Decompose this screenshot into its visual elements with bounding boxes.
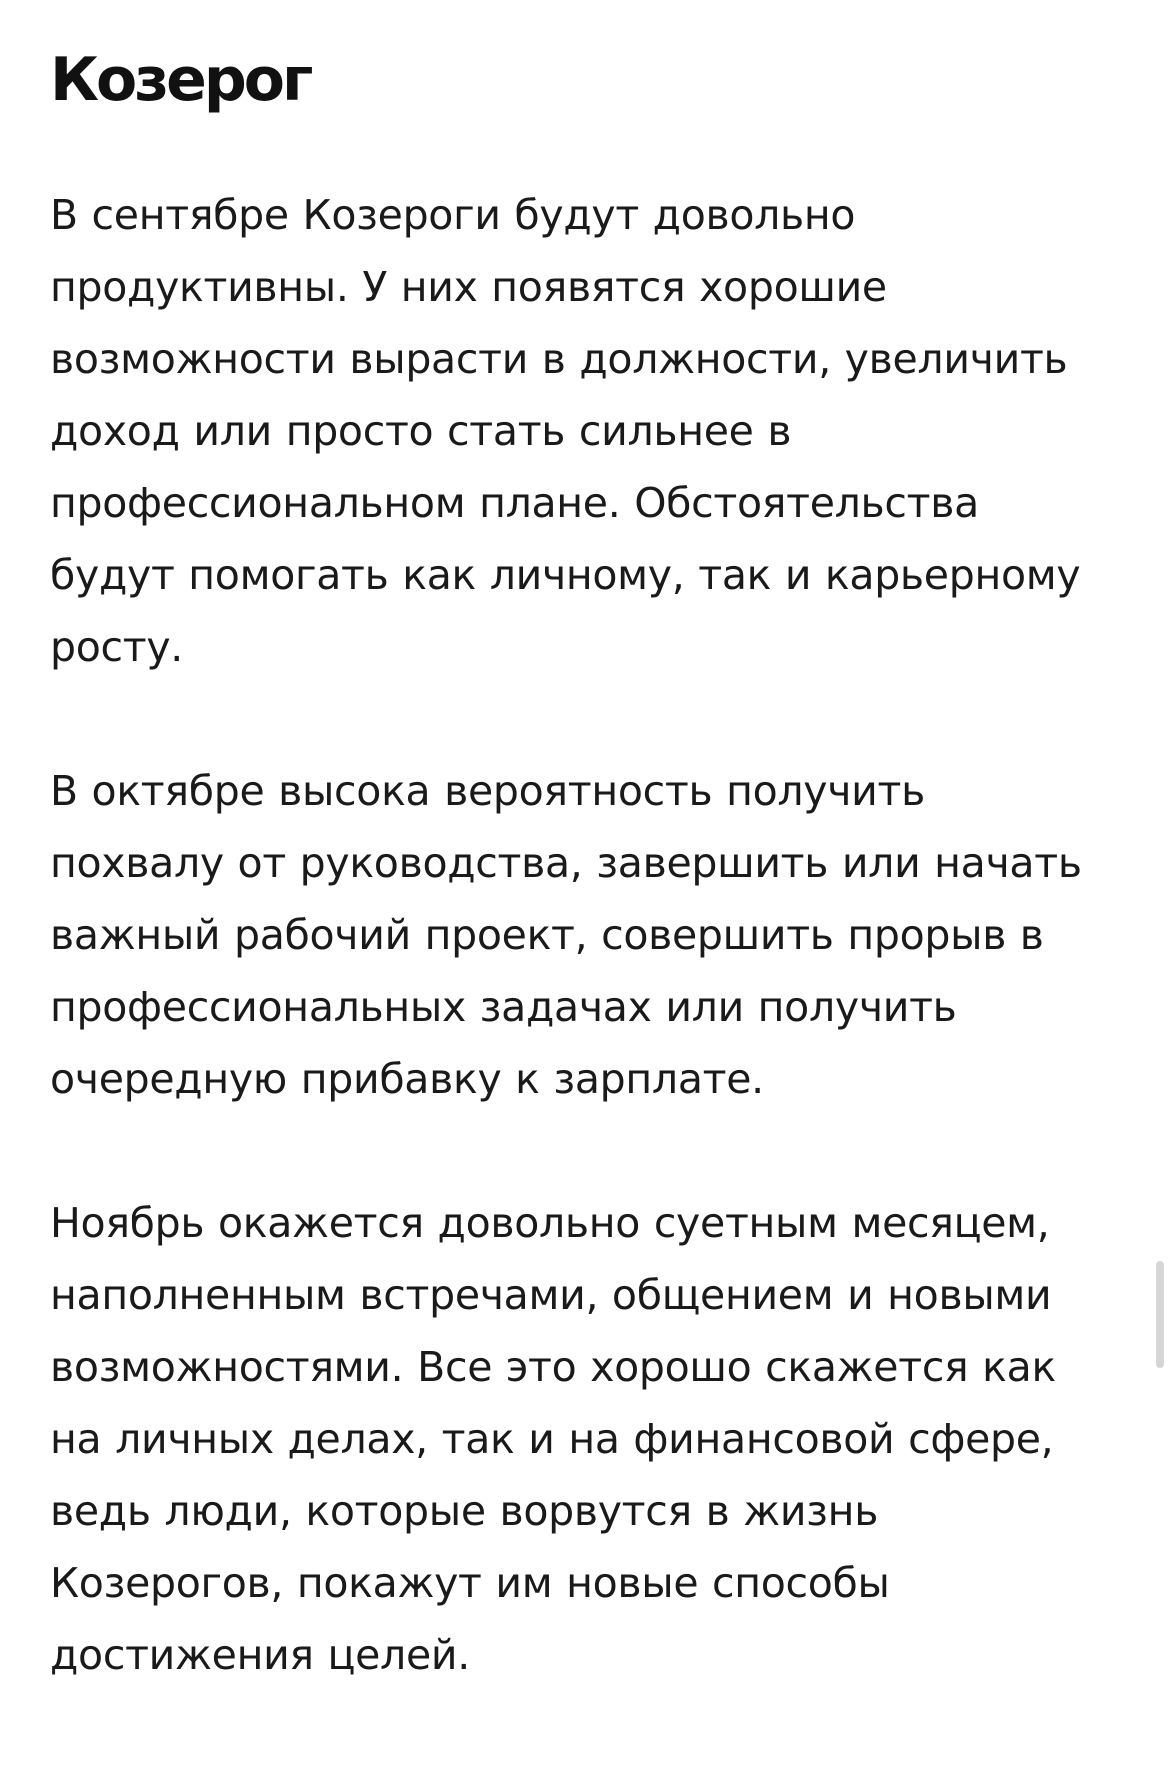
article-content [50,0,1110,1691]
article-paragraph-november: Ноябрь окажется довольно суетным месяцем, наполненным встречами, общением и новыми возможностями. Все это хорошо скажется как на личных делах, так и на финансовой сфере, ведь люди, которые ворвутся в жизнь Козерогов, покажут им новые способы достижения целей. [50,1199,1056,1679]
article-title: Козерог [50,45,311,115]
article-paragraph-october: В октябре высока вероятность получить похвалу от руководства, завершить или начать важный рабочий проект, совершить прорыв в профессиональных задачах или получить очередную прибавку к зарплате. [50,767,1082,1103]
vertical-scrollbar[interactable] [1156,1261,1164,1368]
article-paragraph-september: В сентябре Козероги будут довольно продуктивны. У них появятся хорошие возможности вырасти в должности, увеличить доход или просто стать сильнее в профессиональном плане. Обстоятельства будут помогать как личному, так и карьерному росту. [50,191,1081,671]
